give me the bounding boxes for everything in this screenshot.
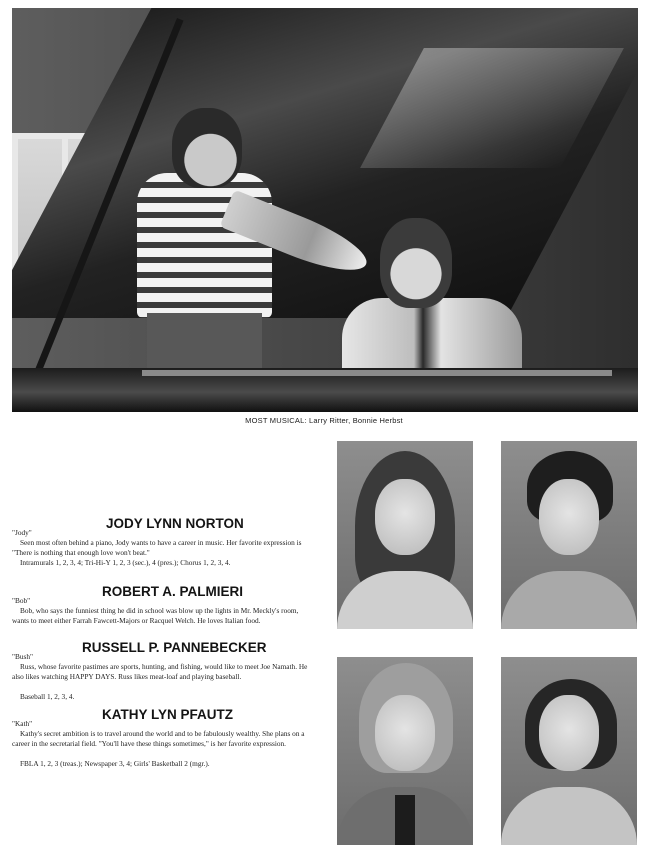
senior-activities: Intramurals 1, 2, 3, 4; Tri-Hi-Y 1, 2, 3 (sec.), 4 (pres.); Chorus 1, 2, 3, 4.	[20, 558, 231, 567]
portrait-face	[375, 479, 435, 555]
senior-bio: Seen most often behind a piano, Jody wants to have a career in music. Her favorite expression is "There is nothing that enough love won't beat."	[12, 538, 302, 557]
trumpet-player-body	[137, 173, 272, 318]
portrait-face	[375, 695, 435, 771]
trumpet-player-head	[172, 108, 242, 188]
senior-activities: Baseball 1, 2, 3, 4.	[20, 692, 75, 701]
portrait-kathy-pfautz	[501, 657, 637, 845]
senior-nickname: "Bob"	[12, 596, 31, 605]
senior-name: JODY LYNN NORTON	[106, 516, 244, 531]
photo-caption: MOST MUSICAL: Larry Ritter, Bonnie Herbst	[245, 416, 403, 425]
senior-nickname: "Kath"	[12, 719, 33, 728]
portrait-jody-norton	[337, 441, 473, 629]
pianist-head	[380, 218, 452, 308]
portrait-face	[539, 479, 599, 555]
senior-bio: Kathy's secret ambition is to travel around the world and to be fabulously wealthy. She plans on a career in the secretarial field. "You'll have these things sometimes," is her favorite expression.	[12, 729, 305, 748]
most-musical-photo	[12, 8, 638, 412]
senior-name: RUSSELL P. PANNEBECKER	[82, 640, 267, 655]
portrait-russell-pannebecker	[337, 657, 473, 845]
senior-name: ROBERT A. PALMIERI	[102, 584, 243, 599]
portrait-tie	[395, 795, 415, 845]
trumpet-player-jeans	[147, 313, 262, 373]
senior-activities: FBLA 1, 2, 3 (treas.); Newspaper 3, 4; Girls' Basketball 2 (mgr.).	[20, 759, 210, 768]
pianist-body	[342, 298, 522, 370]
portrait-robert-palmieri	[501, 441, 637, 629]
portrait-shoulders	[501, 787, 637, 845]
senior-bio: Russ, whose favorite pastimes are sports, hunting, and fishing, would like to meet Joe Namath. He also likes watching HAPPY DAYS. Russ likes meat-loaf and playing baseball.	[12, 662, 308, 681]
portrait-shoulders	[337, 571, 473, 629]
senior-nickname: "Jody"	[12, 528, 32, 537]
portrait-face	[539, 695, 599, 771]
senior-bio: Bob, who says the funniest thing he did in school was blow up the lights in Mr. Meckly's room, wants to meet either Farrah Fawcett-Majors or Racquel Welch. He loves Italian food.	[12, 606, 299, 625]
senior-nickname: "Bush"	[12, 652, 33, 661]
senior-name: KATHY LYN PFAUTZ	[102, 707, 234, 722]
piano-rim	[142, 370, 612, 376]
portrait-shoulders	[501, 571, 637, 629]
